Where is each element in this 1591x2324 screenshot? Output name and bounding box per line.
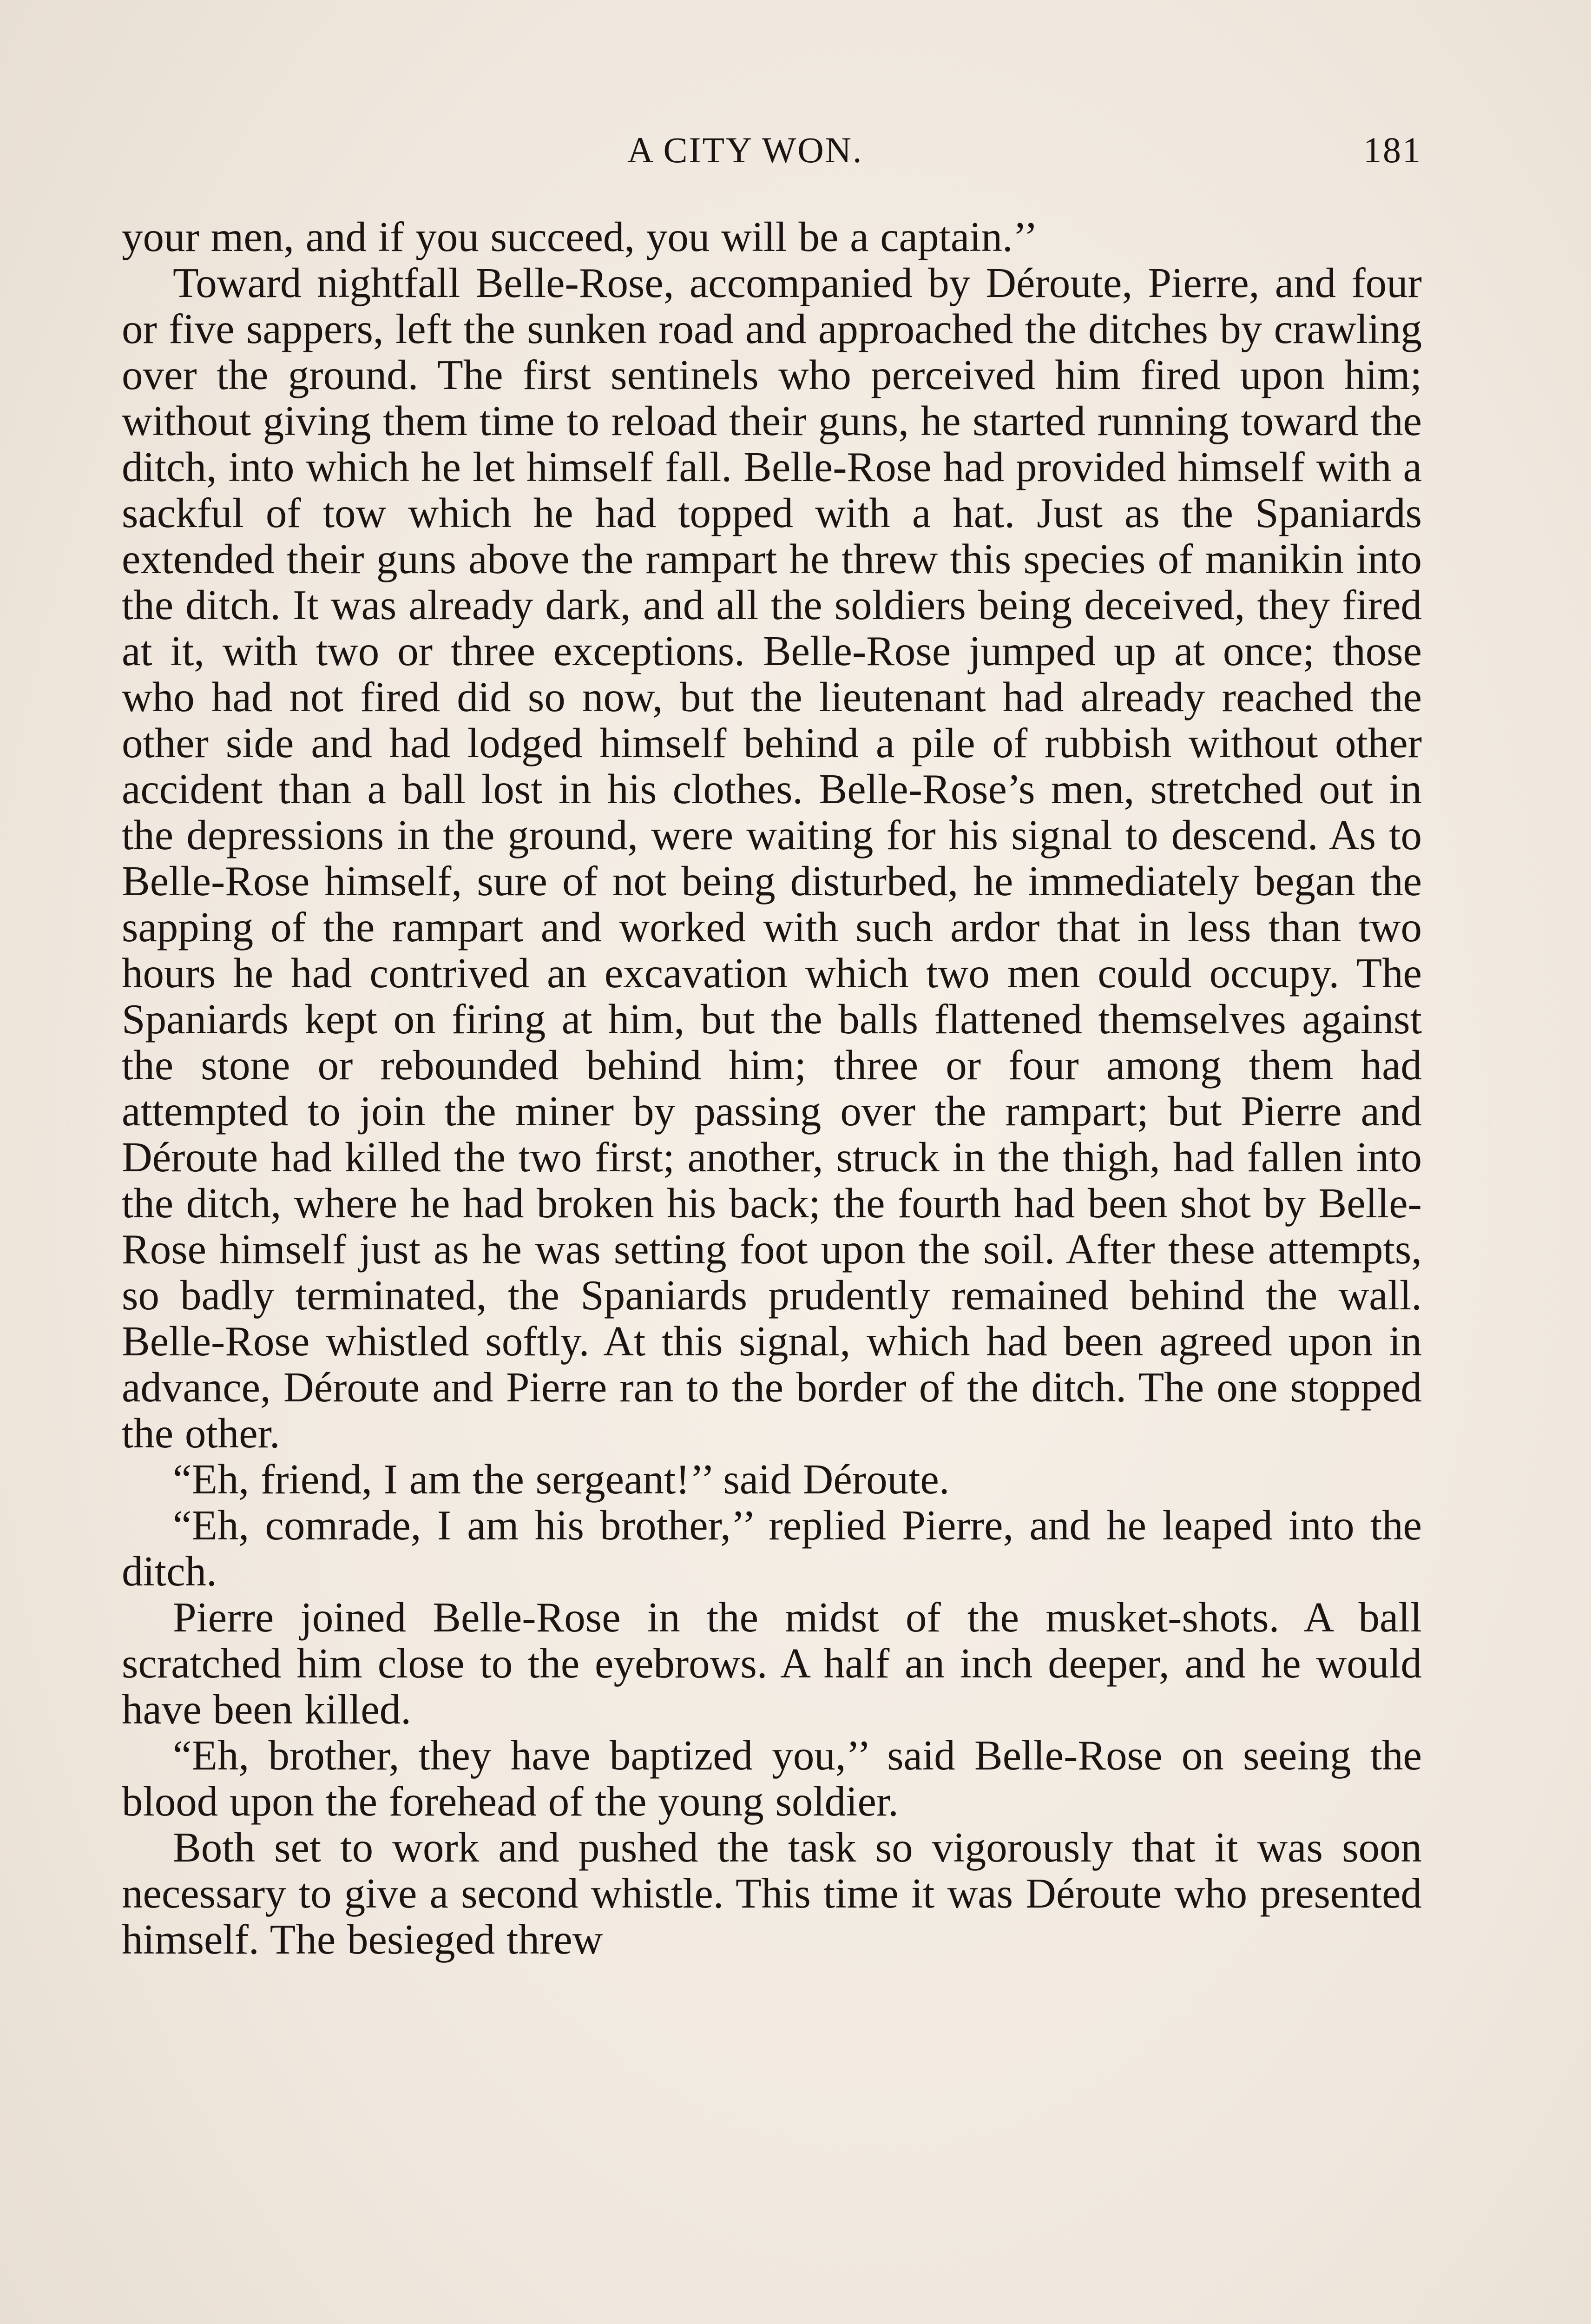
paragraph: Toward nightfall Belle-Rose, accompanied by Déroute, Pierre, and four or five sappers, left the sunken road and approached the ditches by crawling over the ground. The first sentinels who perceived him fired upon him; without giving them time to reload their guns, he started running toward the ditch, into which he let himself fall. Belle-Rose had provided himself with a sackful of tow which he had topped with a hat. Just as the Spaniards extended their guns above the rampart he threw this species of manikin into the ditch. It was already dark, and all the soldiers being deceived, they fired at it, with two or three exceptions. Belle-Rose jumped up at once; those who had not fired did so now, but the lieutenant had already reached the other side and had lodged himself behind a pile of rubbish without other accident than a ball lost in his clothes. Belle-Rose’s men, stretched out in the depressions in the ground, were waiting for his signal to descend. As to Belle-Rose himself, sure of not being disturbed, he immediately began the sapping of the rampart and worked with such ardor that in less than two hours he had contrived an excavation which two men could occupy. The Spaniards kept on firing at him, but the balls flattened themselves against the stone or rebounded behind him; three or four among them had attempted to join the miner by passing over the rampart; but Pierre and Déroute had killed the two first; another, struck in the thigh, had fallen into the ditch, where he had broken his back; the fourth had been shot by Belle-Rose himself just as he was setting foot upon the soil. After these attempts, so badly terminated, the Spaniards prudently remained behind the wall. Belle-Rose whistled softly. At this signal, which had been agreed upon in advance, Déroute and Pierre ran to the border of the ditch. The one stopped the other. [122, 259, 1422, 1457]
paragraph: Both set to work and pushed the task so vigorously that it was soon necessary to give a second whistle. This time it was Déroute who presented himself. The besieged threw [122, 1824, 1422, 1963]
chapter-title: A CITY WON. [627, 130, 863, 170]
page-number: 181 [1363, 130, 1422, 170]
paragraph: Pierre joined Belle-Rose in the midst of the musket-shots. A ball scratched him close to the eyebrows. A half an inch deeper, and he would have been killed. [122, 1594, 1422, 1733]
body-text [122, 214, 1422, 1962]
paragraph: “Eh, comrade, I am his brother,’’ replied Pierre, and he leaped into the ditch. [122, 1502, 1422, 1595]
paragraph: “Eh, brother, they have baptized you,’’ said Belle-Rose on seeing the blood upon the forehead of the young soldier. [122, 1732, 1422, 1825]
running-head [121, 129, 1422, 180]
paragraph-continuation: your men, and if you succeed, you will be a captain.’’ [122, 213, 1038, 260]
paragraph: “Eh, friend, I am the sergeant!’’ said Déroute. [173, 1456, 950, 1503]
